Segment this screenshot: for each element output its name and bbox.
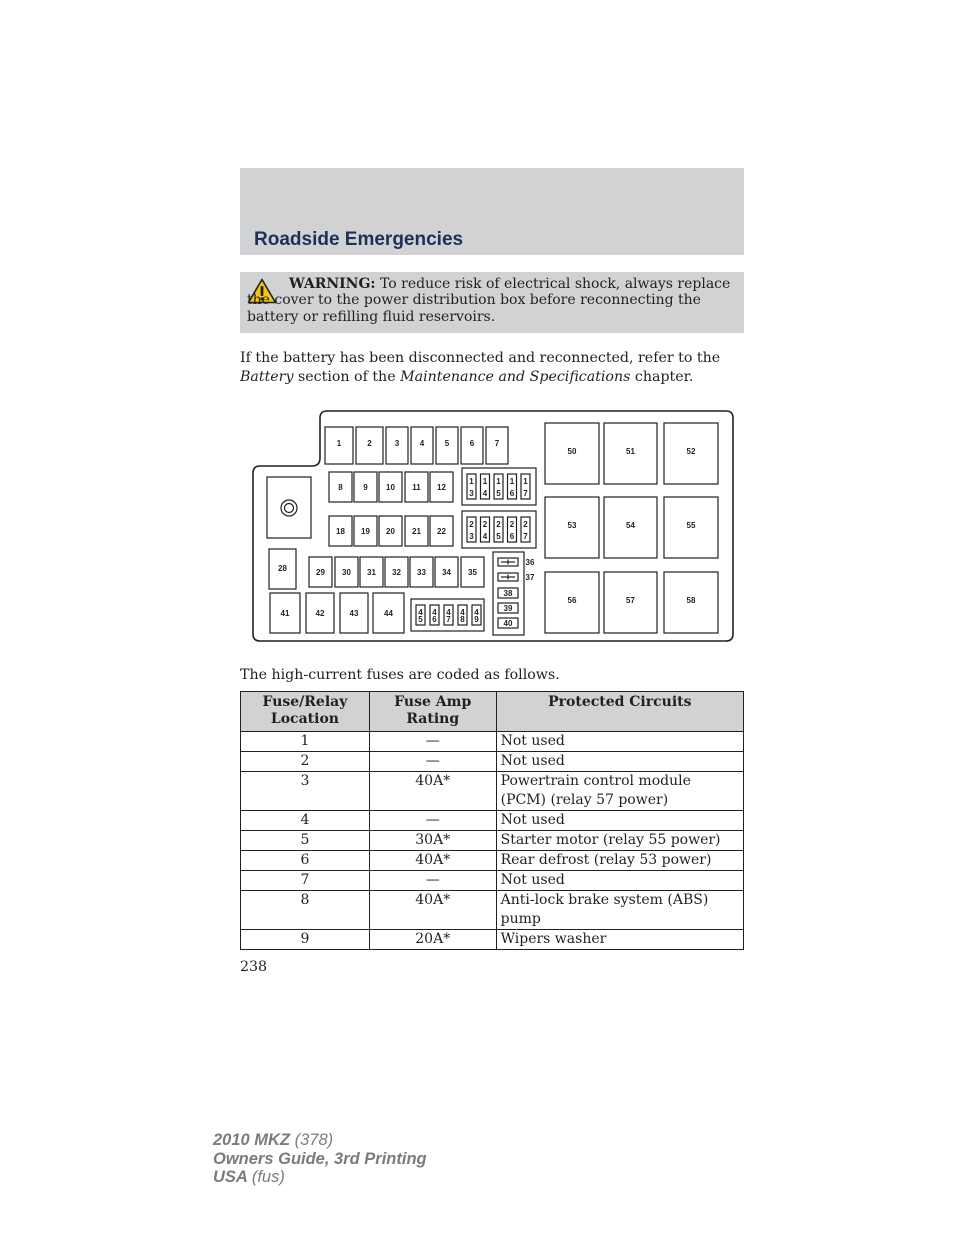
fuse-label: 7	[494, 439, 500, 448]
mini-fuse-label: 8	[460, 615, 465, 624]
mini-fuse-label: 4	[418, 608, 423, 617]
cell-circuit: Starter motor (relay 55 power)	[496, 831, 743, 851]
fuse-label: 35	[468, 568, 477, 577]
fuse-label: 9	[363, 483, 368, 492]
cell-circuit: Not used	[496, 752, 743, 772]
mini-fuse-label: 9	[474, 615, 479, 624]
mini-fuse-label: 2	[523, 520, 528, 529]
relay-label: 58	[686, 596, 696, 605]
cell-location: 3	[241, 772, 370, 811]
relay-label: 57	[626, 596, 635, 605]
mini-fuse-label: 7	[523, 532, 528, 541]
cell-circuit: Anti-lock brake system (ABS) pump	[496, 891, 743, 930]
table-row	[241, 891, 744, 930]
mini-fuse-label: 3	[469, 532, 474, 541]
ground-stud-icon	[281, 500, 297, 516]
mini-fuse-label: 6	[509, 489, 515, 498]
fuse-box-elements	[267, 423, 718, 635]
relay-label: 52	[686, 447, 696, 456]
fuse-label: 6	[469, 439, 475, 448]
mini-fuse-label: 2	[496, 520, 501, 529]
cell-location: 6	[241, 851, 370, 871]
fuse-label: 34	[442, 568, 451, 577]
footer-line-1: 2010 MKZ (378)	[213, 1131, 334, 1149]
mini-fuse-label: 7	[446, 615, 451, 624]
fuse-label: 28	[278, 564, 287, 573]
fuse-label: 33	[417, 568, 426, 577]
fuse-box-diagram	[251, 409, 736, 644]
mini-fuse-label: 4	[482, 489, 488, 498]
fuse-label: 41	[280, 609, 290, 618]
fuse-label: 20	[386, 527, 395, 536]
fuse-label: 4	[419, 439, 425, 448]
cell-circuit: Rear defrost (relay 53 power)	[496, 851, 743, 871]
table-header-row	[241, 692, 744, 732]
cell-location: 1	[241, 732, 370, 752]
mini-fuse-label: 2	[469, 520, 474, 529]
fuse-label: 12	[437, 483, 446, 492]
mini-fuse-label: 3	[469, 489, 474, 498]
fuse-label: 30	[342, 568, 351, 577]
header-location: Fuse/Relay Location	[241, 692, 370, 732]
cell-circuit: Wipers washer	[496, 930, 743, 950]
small-fuse-label: 39	[503, 604, 513, 613]
mini-fuse-label: 4	[474, 608, 479, 617]
fuse-label: 43	[349, 609, 359, 618]
cell-rating: 20A*	[369, 930, 496, 950]
fuse-label: 8	[338, 483, 343, 492]
cell-rating: —	[369, 871, 496, 891]
fuse-label: 22	[437, 527, 446, 536]
table-row	[241, 732, 744, 752]
relay-label: 50	[567, 447, 577, 456]
cell-circuit: Not used	[496, 732, 743, 752]
paragraph-text-3: chapter.	[634, 368, 694, 385]
mini-fuse-label: 6	[432, 615, 437, 624]
cell-location: 4	[241, 811, 370, 831]
mini-fuse-label: 1	[523, 477, 528, 486]
fuse-label: 11	[412, 483, 421, 492]
table-row	[241, 851, 744, 871]
cell-rating: —	[369, 732, 496, 752]
mini-fuse-label: 6	[509, 532, 515, 541]
relay-label: 54	[626, 521, 635, 530]
paragraph-text-1: If the battery has been disconnected and reconnected, refer to the	[240, 350, 721, 366]
header-rating: Fuse Amp Rating	[369, 692, 496, 732]
cell-circuit: Powertrain control module (PCM) (relay 57 power)	[496, 772, 743, 811]
page-number: 238	[240, 959, 268, 975]
section-title: Roadside Emergencies	[254, 229, 464, 250]
fuse-label: 18	[336, 527, 345, 536]
table-caption: The high-current fuses are coded as follows.	[240, 667, 560, 683]
warning-text	[247, 276, 733, 325]
cell-rating: 40A*	[369, 851, 496, 871]
small-fuse-label: 40	[503, 619, 513, 628]
cell-location: 9	[241, 930, 370, 950]
fuse-label: 44	[384, 609, 393, 618]
mini-fuse-label: 5	[496, 489, 501, 498]
battery-reference: Battery	[240, 368, 294, 385]
fuse-label: 29	[316, 568, 325, 577]
mini-fuse-label: 1	[482, 477, 488, 486]
table-row	[241, 930, 744, 950]
diode-label: 36	[525, 558, 535, 567]
fuse-label: 3	[394, 439, 400, 448]
relay-label: 53	[567, 521, 577, 530]
fuse-label: 1	[336, 439, 342, 448]
mini-fuse-label: 1	[496, 477, 501, 486]
table-row	[241, 811, 744, 831]
footer-line-3: USA (fus)	[213, 1168, 285, 1186]
cell-rating: —	[369, 811, 496, 831]
fuse-label: 5	[444, 439, 450, 448]
cell-location: 7	[241, 871, 370, 891]
relay-label: 51	[626, 447, 635, 456]
mini-fuse-label: 5	[418, 615, 423, 624]
footer	[213, 1131, 427, 1187]
fuse-label: 32	[392, 568, 401, 577]
relay-label: 56	[567, 596, 577, 605]
mini-fuse-label: 4	[432, 608, 437, 617]
fuse-label: 21	[412, 527, 421, 536]
cell-circuit: Not used	[496, 811, 743, 831]
fuse-label: 2	[367, 439, 372, 448]
diode-label: 37	[525, 573, 535, 582]
cell-rating: 40A*	[369, 772, 496, 811]
mini-fuse-label: 1	[469, 477, 474, 486]
warning-label: WARNING:	[289, 276, 376, 292]
mini-fuse-label: 4	[460, 608, 465, 617]
relay-label: 55	[686, 521, 696, 530]
mini-fuse-label: 2	[482, 520, 488, 529]
cell-location: 2	[241, 752, 370, 772]
mini-fuse-label: 4	[482, 532, 488, 541]
ground-terminal	[267, 477, 311, 538]
table-row	[241, 752, 744, 772]
cell-location: 8	[241, 891, 370, 930]
fuse-label: 42	[315, 609, 325, 618]
mini-fuse-label: 2	[509, 520, 515, 529]
mini-fuse-label: 7	[523, 489, 528, 498]
chapter-reference: Maintenance and Specifications	[400, 368, 631, 385]
fuse-label: 31	[367, 568, 376, 577]
ground-stud-icon	[285, 504, 294, 513]
cell-rating: 30A*	[369, 831, 496, 851]
cell-circuit: Not used	[496, 871, 743, 891]
mini-fuse-label: 5	[496, 532, 501, 541]
table-row	[241, 871, 744, 891]
warning-body: To reduce risk of electrical shock, always replace the cover to the power distribution box before reconnecting the battery or refilling fluid reservoirs.	[247, 276, 731, 325]
fuse-label: 10	[386, 483, 395, 492]
mini-fuse-label: 1	[509, 477, 515, 486]
footer-line-2: Owners Guide, 3rd Printing	[213, 1149, 427, 1168]
battery-paragraph	[240, 349, 744, 386]
small-fuse-label: 38	[503, 589, 513, 598]
header-circuits: Protected Circuits	[496, 692, 743, 732]
cell-rating: 40A*	[369, 891, 496, 930]
table-row	[241, 772, 744, 811]
fuse-table	[240, 691, 744, 950]
cell-rating: —	[369, 752, 496, 772]
mini-fuse-label: 4	[446, 608, 451, 617]
table-row	[241, 831, 744, 851]
paragraph-text-2: section of the	[298, 368, 396, 385]
fuse-label: 19	[361, 527, 370, 536]
cell-location: 5	[241, 831, 370, 851]
